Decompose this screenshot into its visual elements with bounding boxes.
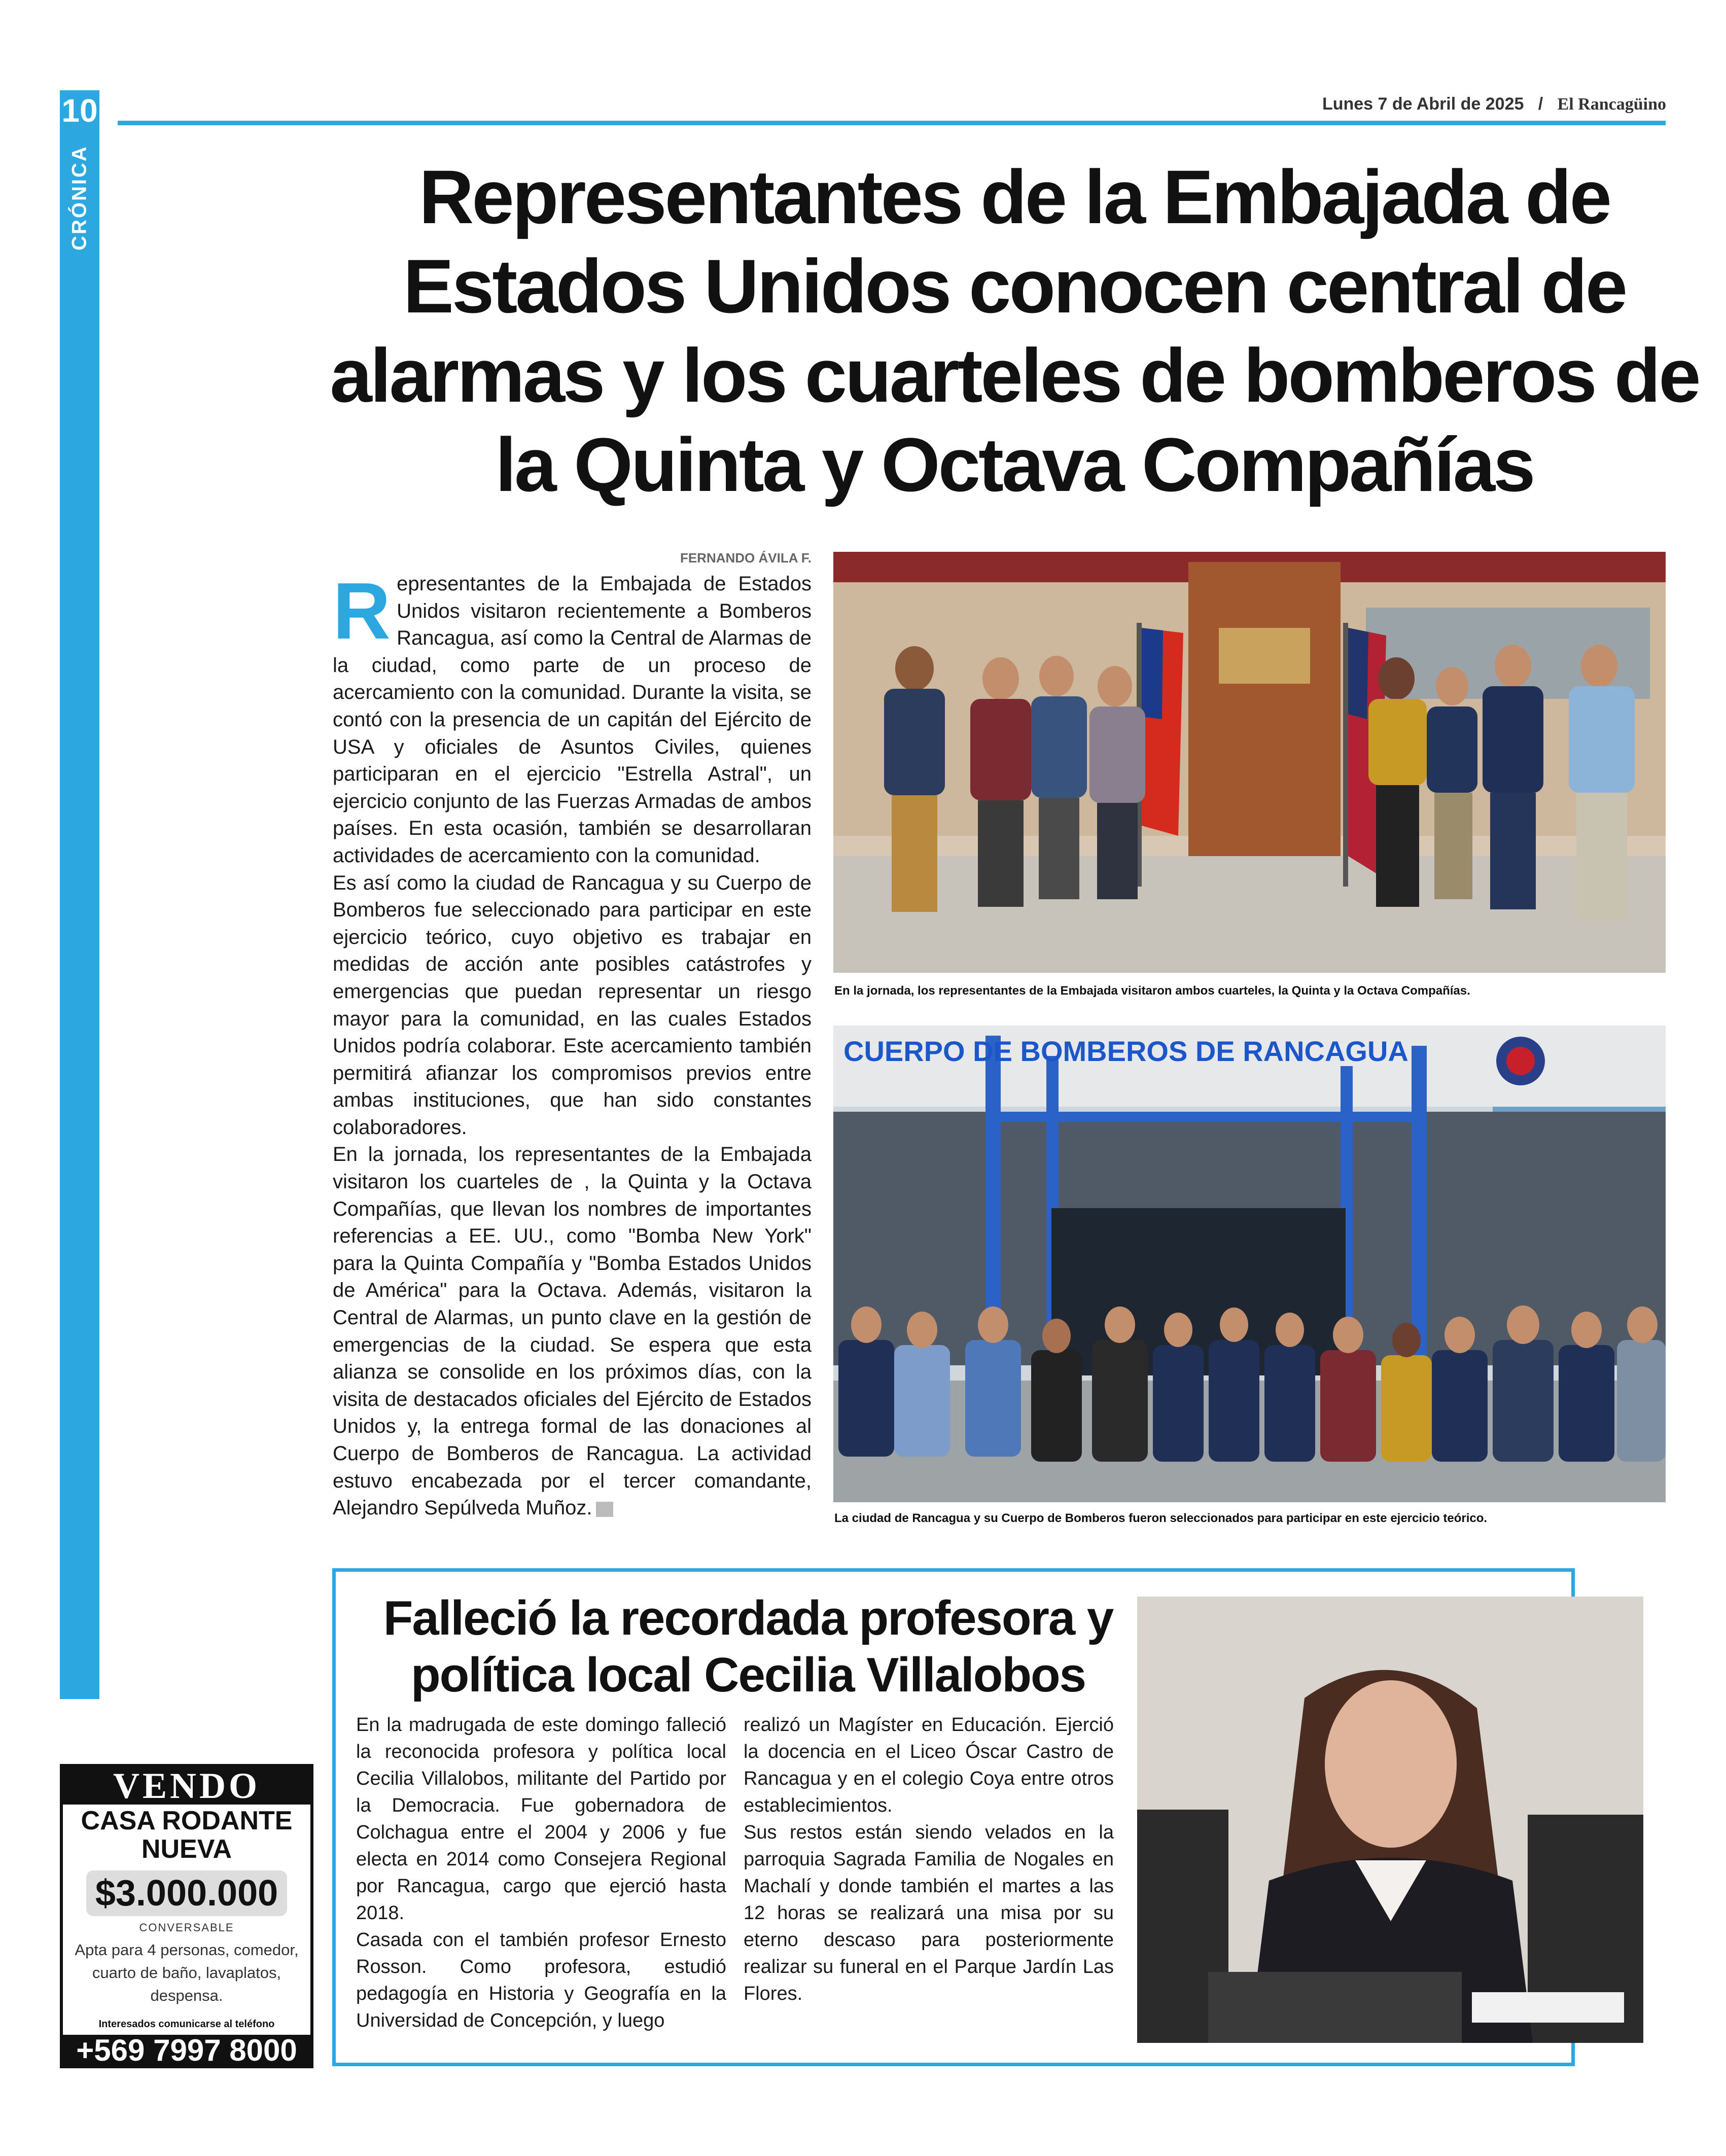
paragraph-text: epresentantes de la Embajada de Estados Unidos visitaron recientemente a Bomberos Rancagua, así como la Central de Alarmas de la ciudad, como parte de un proceso de acercamiento con la comunidad. Durante la visita, se contó con la presencia de un capitán del Ejército de USA y oficiales de Asuntos Civiles, quienes participaran en el ejercicio "Estrella Astral", un ejercicio conjunto de las Fuerzas Armadas de ambos países. En esta ocasión, también se desarrollaran actividades de acercamiento con la comunidad.: [333, 573, 812, 867]
ad-tag: CONVERSABLE: [139, 1921, 234, 1934]
ad-price: $3.000.000: [86, 1870, 287, 1916]
ad-contact-note: Interesados comunicarse al teléfono: [98, 2019, 275, 2030]
ad-description: Apta para 4 personas, comedor, cuarto de baño, lavaplatos, despensa.: [75, 1941, 299, 2004]
obituary-column-1: [356, 1712, 726, 2034]
page-header: [1322, 94, 1666, 114]
paragraph: [333, 1141, 812, 1522]
photo-group-flags: [833, 552, 1666, 973]
ad-subtitle: CASA RODANTE NUEVA: [81, 1806, 293, 1864]
header-rule: [118, 121, 1666, 125]
issue-date: Lunes 7 de Abril de 2025: [1322, 94, 1524, 114]
photo-caption: La ciudad de Rancagua y su Cuerpo de Bomberos fueron seleccionados para participar en este ejercicio teórico.: [834, 1511, 1488, 1525]
article-end-icon: [596, 1502, 613, 1517]
paragraph: Es así como la ciudad de Rancagua y su Cuerpo de Bomberos fue seleccionado para participar en este ejercicio teórico, cuyo objetivo es trabajar en medidas de acción ante posibles catástrofes y emergencias que puedan representar un riesgo mayor para la comunidad, en las cuales Estados Unidos podría colaborar. Este acercamiento también permitirá afianzar los compromisos previos entre ambas instituciones, que han sido constantes colaboradores.: [333, 871, 812, 1139]
paragraph: En la madrugada de este domingo falleció la reconocida profesora y política local Cecilia Villalobos, militante del Partido por la Democracia. Fue gobernadora de Colchagua entre el 2004 y 2006 y fue electa en 2014 como Consejera Regional por Rancagua, cargo que ejerció hasta 2018.: [356, 1714, 726, 1924]
paragraph: Casada con el también profesor Ernesto Rosson. Como profesora, estudió pedagogía en Historia y Geografía en la Universidad de Concepción, y luego: [356, 1929, 726, 2031]
article-body: [333, 567, 812, 1522]
paragraph: Sus restos están siendo velados en la parroquia Sagrada Familia de Nogales en Machalí y donde también el martes a las 12 horas se realizará una misa por su eterno descaso para posteriormente realizar su funeral en el Parque Jardín Las Flores.: [744, 1822, 1114, 2004]
section-label-text: CRÓNICA: [68, 145, 91, 251]
ad-phone: +569 7997 8000: [63, 2035, 310, 2066]
portrait-photo: [1137, 1597, 1643, 2043]
ad-title: VENDO: [63, 1767, 310, 1805]
byline: FERNANDO ÁVILA F.: [680, 550, 812, 565]
section-label: [60, 147, 99, 249]
photo-caption: En la jornada, los representantes de la Embajada visitaron ambos cuarteles, la Quinta y la Octava Compañías.: [834, 984, 1470, 998]
station-sign-text: CUERPO DE BOMBEROS DE RANCAGUA: [843, 1035, 1408, 1067]
paragraph: realizó un Magíster en Educación. Ejerció la docencia en el Liceo Óscar Castro de Rancagua y en el colegio Coya entre otros establecimientos.: [744, 1714, 1114, 1816]
photo-fire-station: [833, 1026, 1666, 1502]
main-headline: Representantes de la Embajada de Estados Unidos conocen central de alarmas y los cuarteles de bomberos de la Quinta y Octava Compañías: [330, 154, 1699, 507]
obituary-column-2: [744, 1712, 1114, 2007]
section-rail: [60, 90, 99, 1699]
paragraph-text: En la jornada, los representantes de la Embajada visitaron los cuarteles de , la Quinta y la Octava Compañías, que llevan los nombres de importantes referencias a EE. UU., como "Bomba New York" para la Quinta Compañía y "Bomba Estados Unidos de América" para la Octava. Además, visitaron la Central de Alarmas, un punto clave en la gestión de emergencias de la ciudad. Se espera que esta alianza se consolide en los próximos días, con la visita de destacados oficiales del Ejército de Estados Unidos y, la entrega formal de las donaciones al Cuerpo de Bomberos de Rancagua. La actividad estuvo encabezada por el tercer comandante, Alejandro Sepúlveda Muñoz.: [333, 1143, 812, 1519]
header-separator: /: [1538, 94, 1543, 114]
drop-cap: R: [333, 567, 391, 656]
page-number: 10: [60, 90, 99, 131]
newspaper-name: El Rancagüino: [1557, 95, 1666, 114]
obituary-headline: Falleció la recordada profesora y política local Cecilia Villalobos: [383, 1591, 1113, 1702]
paragraph: [333, 567, 812, 870]
